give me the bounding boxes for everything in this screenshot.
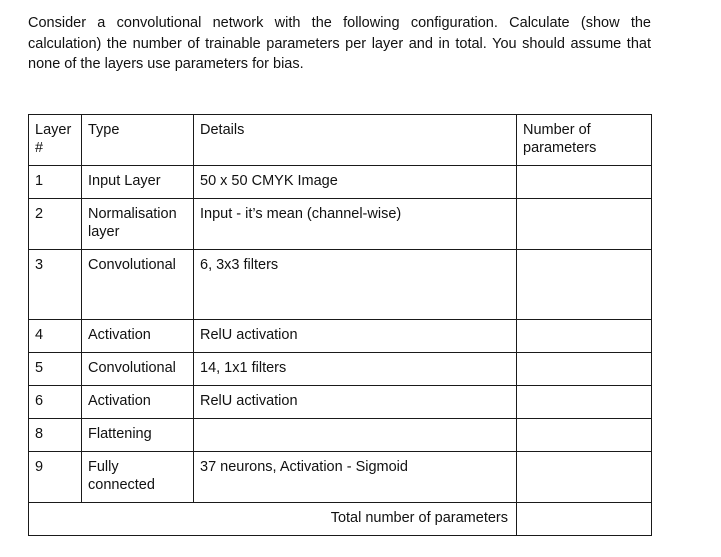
layer-cell: 9	[29, 452, 82, 503]
details-cell: 14, 1x1 filters	[194, 353, 517, 386]
type-cell: Activation	[82, 386, 194, 419]
params-cell[interactable]	[517, 353, 652, 386]
total-label: Total number of parameters	[29, 503, 517, 536]
type-cell: Fully connected	[82, 452, 194, 503]
table-row	[29, 320, 652, 353]
header-params: Number of parameters	[517, 115, 652, 166]
layer-cell: 4	[29, 320, 82, 353]
layer-cell: 6	[29, 386, 82, 419]
details-cell: 37 neurons, Activation - Sigmoid	[194, 452, 517, 503]
layer-cell: 2	[29, 199, 82, 250]
total-value-cell[interactable]	[517, 503, 652, 536]
table-row	[29, 386, 652, 419]
layer-cell: 5	[29, 353, 82, 386]
params-cell[interactable]	[517, 250, 652, 320]
parameters-table	[28, 114, 652, 536]
header-details: Details	[194, 115, 517, 166]
header-type: Type	[82, 115, 194, 166]
table-row	[29, 166, 652, 199]
type-cell: Normalisation layer	[82, 199, 194, 250]
layer-cell: 8	[29, 419, 82, 452]
params-cell[interactable]	[517, 166, 652, 199]
layer-cell: 3	[29, 250, 82, 320]
params-cell[interactable]	[517, 386, 652, 419]
details-cell: Input - it’s mean (channel-wise)	[194, 199, 517, 250]
table-header-row	[29, 115, 652, 166]
layer-cell: 1	[29, 166, 82, 199]
header-layer: Layer #	[29, 115, 82, 166]
details-cell: 50 x 50 CMYK Image	[194, 166, 517, 199]
type-cell: Activation	[82, 320, 194, 353]
params-cell[interactable]	[517, 419, 652, 452]
type-cell: Flattening	[82, 419, 194, 452]
total-row	[29, 503, 652, 536]
table-row	[29, 199, 652, 250]
details-cell: RelU activation	[194, 320, 517, 353]
question-text: Consider a convolutional network with the following configuration. Calculate (show the calculation) the number of trainable parameters per layer and in total. You should assume that none of the layers use parameters for bias.	[28, 15, 651, 72]
table-row	[29, 419, 652, 452]
table-row	[29, 250, 652, 320]
type-cell: Input Layer	[82, 166, 194, 199]
params-cell[interactable]	[517, 320, 652, 353]
details-cell	[194, 419, 517, 452]
params-cell[interactable]	[517, 452, 652, 503]
details-cell: 6, 3x3 filters	[194, 250, 517, 320]
params-cell[interactable]	[517, 199, 652, 250]
type-cell: Convolutional	[82, 250, 194, 320]
table-row	[29, 452, 652, 503]
type-cell: Convolutional	[82, 353, 194, 386]
table-row	[29, 353, 652, 386]
details-cell: RelU activation	[194, 386, 517, 419]
